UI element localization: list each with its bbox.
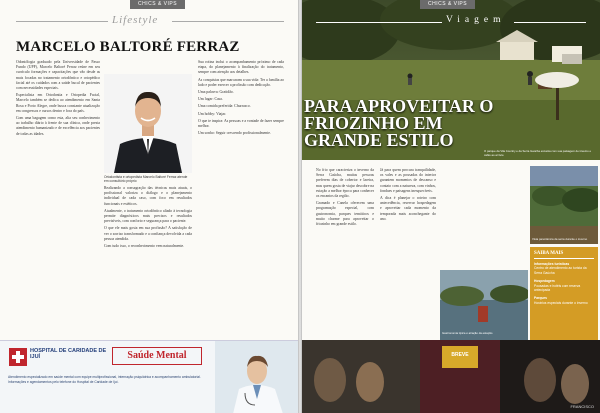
- saiba-item: [534, 279, 594, 292]
- article-column-3: [198, 60, 284, 338]
- saiba-item-title: Parques: [534, 296, 548, 301]
- saiba-item: [534, 296, 594, 305]
- article-column-2: [380, 168, 436, 338]
- right-page: [300, 0, 600, 413]
- hospital-advertisement[interactable]: [0, 340, 300, 413]
- section-rule-left: [316, 22, 442, 23]
- article-headline: MARCELO BALTORÉ FERRAZ: [16, 39, 240, 55]
- saiba-item-body: Centro de atendimento ao turista da Serra Gaúcha: [534, 266, 587, 275]
- photo-caption: O parque da Vila Country e da Serra Gaúcha encanta com sua paisagem de inverno e cafés ao ar livre: [484, 149, 592, 157]
- page-footer-label: FRANCISCO: [570, 404, 594, 409]
- portrait-caption: Ortodontista e ortopedista Marcelo Baltoré Ferraz atende em consultório próprio: [104, 175, 188, 184]
- paragraph: O que ele mais gosta em sua profissão? A satisfação de ver o sorriso transformado e a confiança devolvida a cada pessoa atendida.: [104, 226, 192, 241]
- paragraph: Especialista em Ortodontia e Ortopedia Facial, Marcelo também se dedica ao atendimento em Santa Rosa e Porto Alegre, onde busca constante atualização em congressos e cursos dentro e fora do país.: [16, 93, 100, 113]
- section-label: Viagem: [446, 15, 506, 25]
- section-rule-right: [172, 21, 284, 22]
- article-column-1: [316, 168, 374, 338]
- paragraph: Atualmente, o tratamento ortodôntico aliado à tecnologia permite diagnósticos mais precisos e resultados previsíveis, com conforto e segurança para o paciente.: [104, 208, 192, 224]
- paragraph: Sua rotina inclui o acompanhamento próximo de cada etapa, do planejamento à finalização do tratamento, sempre com atenção aos detalhes.: [198, 60, 284, 75]
- saiba-item-title: Informações turísticas: [534, 262, 570, 266]
- doctor-photo: [215, 341, 300, 413]
- portrait-photo: [104, 74, 192, 173]
- qa-line: Uma palavra: Gratidão.: [198, 90, 234, 95]
- section-label: Lifestyle: [112, 14, 159, 26]
- paragraph: Odontólogia graduado pela Universidade de Passo Fundo (UPF), Marcelo Baltoré Ferraz reúne em seu currículo formações e capacitações que vão desde as mais focadas no tratamento ortodôntico e ortopédico facial até os cuidados com a saúde bucal de pacientes com necessidades especiais.: [16, 60, 100, 91]
- saiba-heading: SAIBA MAIS: [534, 251, 594, 259]
- ad-product-title: Saúde Mental: [112, 347, 202, 365]
- lake-caption: Gastronomia típica é atração da estação: [442, 331, 493, 335]
- article-column-2: [104, 186, 192, 338]
- qa-line: Um lugar: Casa.: [198, 97, 223, 102]
- page-gutter: [298, 0, 302, 413]
- paragraph: No frio que caracteriza o inverno da Serra Gaúcha, muitas pessoas preferem dias de cobertor e lareira, mas quem gosta de viajar descobre na estação a melhor época para conhecer os encantos da região.: [316, 168, 374, 199]
- paragraph: Realizando a consagração das técnicas mais atuais, o profissional valoriza o diálogo e o planejamento individual de cada caso, com foco em resultados funcionais e estéticos.: [104, 186, 192, 206]
- paragraph: Gramado e Canela oferecem uma programação especial, com gastronomia, parques temáticos e muito charme para aproveitar o friozinho em grande estilo.: [316, 201, 374, 227]
- saiba-item-body: Pousadas e hotéis com reserva antecipada: [534, 283, 581, 293]
- saiba-item-body: Horários especiais durante o inverno: [534, 300, 588, 305]
- section-tab: CHICS & VIPS: [130, 0, 185, 9]
- lake-photo: [440, 270, 528, 340]
- section-rule-left: [16, 21, 108, 22]
- paragraph: As conquistas que marcaram a sua vida: Ter a família ao lado e poder exercer a profissão com dedicação.: [198, 77, 284, 87]
- qa-line: Um sonho: Seguir crescendo profissionalmente.: [198, 131, 271, 136]
- saiba-mais-box: [530, 247, 598, 347]
- qa-line: Uma comida preferida: Churrasco.: [198, 104, 251, 109]
- landscape-photo: [530, 166, 598, 244]
- qa-line: Um hobby: Viajar.: [198, 111, 227, 116]
- paragraph: Com tudo isso, o reconhecimento vem naturalmente.: [104, 244, 185, 249]
- paragraph: A dica é planejar o roteiro com antecedência, reservar hospedagem e aproveitar cada momento da temporada mais aconchegante do ano.: [380, 196, 436, 221]
- hospital-name: HOSPITAL DE CARIDADE DE IJUÍ: [30, 348, 107, 360]
- paragraph: Com uma bagagem como esta, alia seu conhecimento ao trabalho diário à frente de sua clínica, onde presta atendimento humanizado e de excelência aos pacientes de todas as idades.: [16, 116, 100, 136]
- paragraph: Já para quem procura tranquilidade, os vales e as pousadas do interior garantem momentos de descanso e contato com a natureza, com vinhos, fondues e paisagens inesquecíveis.: [380, 168, 436, 193]
- saiba-item-title: Hospedagem: [534, 279, 555, 284]
- banner-advertisement[interactable]: [300, 340, 600, 413]
- ad-body-text: Atendimento especializado em saúde mental com equipe multiprofissional, internação psiquiátrica e acompanhamento ambulatorial. Informações e agendamentos pelo telefone do Hospital de Caridade de Ijuí.: [8, 375, 201, 384]
- section-tab: CHICS & VIPS: [420, 0, 475, 9]
- banner-label: BREVE: [451, 352, 469, 358]
- section-rule-right: [514, 22, 586, 23]
- article-headline: PARA APROVEITAR O FRIOZINHO EM GRANDE ESTILO: [304, 96, 494, 150]
- article-column-1: [16, 60, 100, 338]
- qa-line: O que te inspira: As pessoas e a vontade de fazer sempre melhor.: [198, 118, 284, 129]
- saiba-item: [534, 262, 594, 275]
- landscape-caption: Vista panorâmica da serra durante o inverno: [532, 237, 588, 241]
